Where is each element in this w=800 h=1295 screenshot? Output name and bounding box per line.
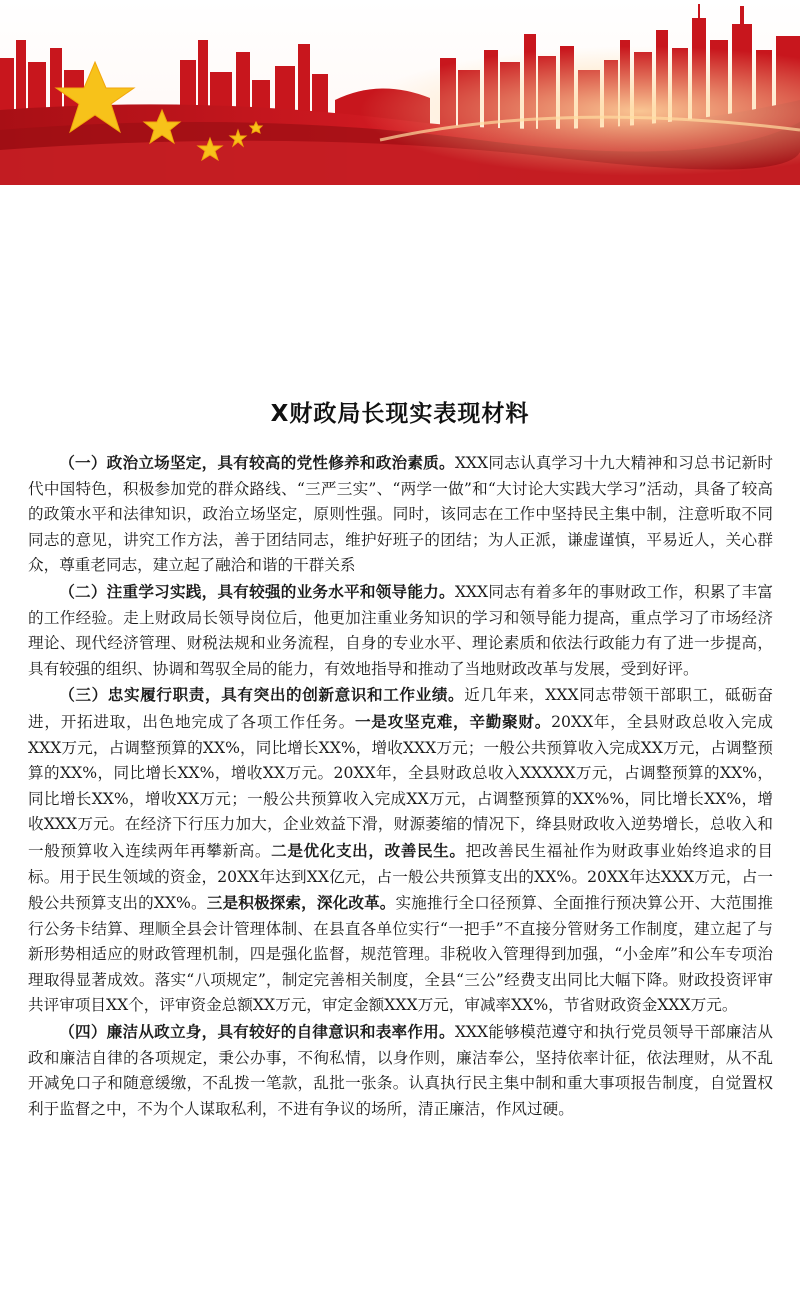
header-banner [0, 0, 800, 185]
bold-heading-text: 二是优化支出，改善民生。 [271, 840, 466, 860]
red-skyline-banner [0, 0, 800, 185]
paragraph-3 [28, 682, 773, 1019]
body-text: 20XX年，全县财政总收入完成XXX万元，占调整预算的XX%，同比增长XX%，增收XXX万元；一般公共预算收入完成XX万元，占调整预算的XX%，同比增长XX%，增收XX万元。20XX年，全县财政总收入XXXXX万元，占调整预算的XX%，同比增长XX%，增收XX万元；一般公共预算收入完成XX万元，占调整预算的XX%%，同比增长XX%，增收XXX万元。在经济下行压力加大，企业效益下滑，财源萎缩的情况下，绛县财政收入逆势增长，总收入和一般预算收入连续两年再攀新高。 [28, 712, 773, 860]
body-text: 实施推行全口径预算、全面推行预决算公开、大范围推行公务卡结算、理顺全县会计管理体制、在县直各单位实行“一把手”不直接分管财务工作制度，建立起了与新形势相适应的财政管理机制，四是强化监督，规范管理。非税收入管理得到加强，“小金库”和公车专项治理取得显著成效。落实“八项规定”，制定完善相关制度，全县“三公”经费支出同比大幅下降。财政投资评审共评审项目XX个，评审资金总额XX万元，审定金额XXX万元，审减率XX%，节省财政资金XXX万元。 [28, 894, 773, 1015]
bold-heading-text: 一是攻坚克难，辛勤聚财。 [354, 711, 552, 731]
bold-heading-text: （四）廉洁从政立身，具有较好的自律意识和表率作用。 [59, 1022, 455, 1042]
document-body [28, 450, 773, 1122]
body-text: XXX同志认真学习十九大精神和习总书记新时代中国特色，积极参加党的群众路线、“三严三实”、“两学一做”和“大讨论大实践大学习”活动，具备了较高的政策水平和法律知识，政治立场坚定，原则性强。同时，该同志在工作中坚持民主集中制，注意听取不同同志的意见，讲究工作方法，善于团结同志，维护好班子的团结；为人正派，谦虚谨慎，平易近人，关心群众，尊重老同志，建立起了融洽和谐的干群关系 [28, 454, 773, 575]
paragraph-2 [28, 579, 773, 682]
body-text: 近几年来，XXX同志带领干部职工，砥砺奋进，开拓进取，出色地完成了各项工作任务。 [28, 686, 773, 731]
paragraph-1 [28, 450, 773, 579]
body-text: XXX同志有着多年的事财政工作，积累了丰富的工作经验。走上财政局长领导岗位后，他更加注重业务知识的学习和领导能力提高，重点学习了市场经济理论、现代经济管理、财税法规和业务流程，自身的专业水平、理论素质和依法行政能力有了进一步提高，具有较强的组织、协调和驾驭全局的能力，有效地指导和推动了当地财政改革与发展，受到好评。 [28, 582, 773, 678]
body-text: XXX能够模范遵守和执行党员领导干部廉洁从政和廉洁自律的各项规定，秉公办事，不徇私情，以身作则，廉洁奉公，坚持依率计征，依法理财，从不乱开减免口子和随意缓缴，不乱拨一笔款，乱批一张条。认真执行民主集中制和重大事项报告制度，自觉置权利于监督之中，不为个人谋取私利，不进有争议的场所，清正廉洁，作风过硬。 [28, 1023, 773, 1118]
bold-heading-text: （三）忠实履行职责，具有突出的创新意识和工作业绩。 [59, 685, 465, 705]
paragraph-4 [28, 1019, 773, 1122]
bold-heading-text: （二）注重学习实践，具有较强的业务水平和领导能力。 [59, 581, 455, 601]
document-title: X财政局长现实表现材料 [270, 401, 530, 427]
bold-heading-text: （一）政治立场坚定，具有较高的党性修养和政治素质。 [59, 453, 455, 472]
body-text: 把改善民生福祉作为财政事业始终追求的目标。用于民生领域的资金，20XX年达到XX亿元，占一般公共预算支出的XX%。20XX年达XXX万元，占一般公共预算支出的XX%。 [28, 841, 773, 913]
bold-heading-text: 三是积极探索，深化改革。 [206, 893, 396, 913]
